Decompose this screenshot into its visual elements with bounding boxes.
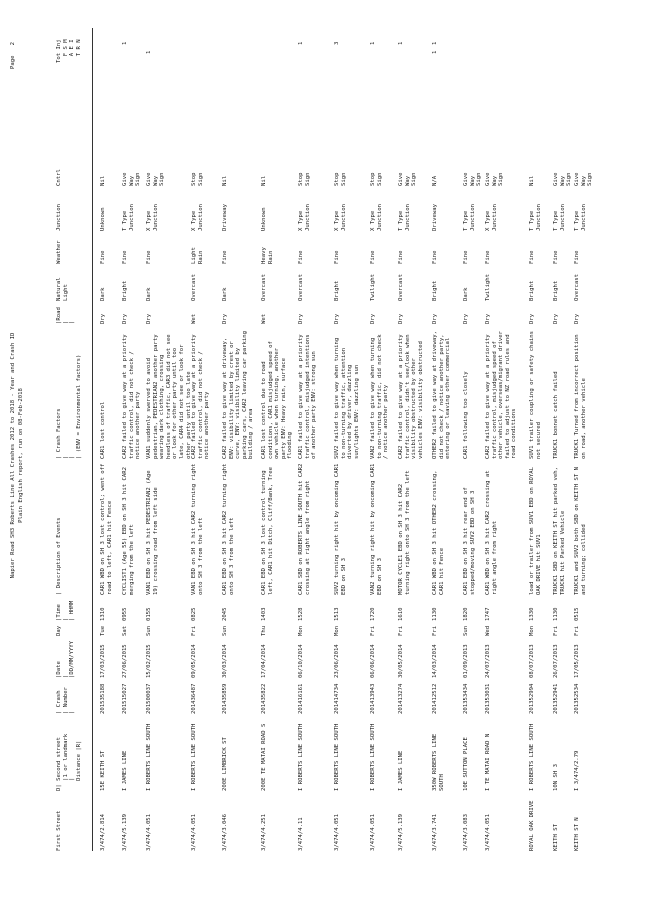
header-cntrl: Cntrl <box>56 169 62 186</box>
cell-crash-factors: CAR1 following too closely <box>463 371 469 459</box>
cell-junction: Unknown <box>100 207 106 231</box>
cell-natural-light: Bright <box>122 280 128 301</box>
report-title: Napier Road SH3 Roberts Line All Crashes 2012 to 2018 - Year and Crash ID <box>10 332 16 579</box>
cell-crash-factors: SUV1 trailer coupling or safety chains not secured <box>529 327 542 459</box>
cell-description: SUV2 turning right hit by oncoming CAR1 EBD on SH 3 <box>334 460 347 595</box>
cell-crash-factors: TRUCK1 Turned from incorrect position on road, another vehicle <box>574 331 587 459</box>
cell-cntrl: Nil <box>261 175 267 186</box>
cell-crash-number: 201416161 <box>298 683 304 714</box>
cell-first-street: 3/474/2.814 <box>100 813 106 851</box>
cell-weather: Fine <box>222 250 228 264</box>
header-time: |Time | | HHMM <box>56 600 76 621</box>
cell-second-street: I JAMES LINE <box>398 750 404 791</box>
cell-natural-light: Bright <box>334 280 340 301</box>
cell-road: Dry <box>553 313 559 324</box>
column-header <box>56 0 96 911</box>
report-subtitle: Plain English report, run on 08-Feb-2018 <box>18 388 24 523</box>
cell-description: CYCLIST1 (Age 55) EBD on SH 3 hit CAR2 merging from the left <box>122 463 135 595</box>
cell-junction: Driveway <box>222 204 228 231</box>
cell-second-street: I ROBERTS LINE SOUTH <box>529 723 535 791</box>
cell-time: 1610 <box>398 607 404 621</box>
cell-road: Dry <box>529 313 535 324</box>
cell-time: 1513 <box>334 607 340 621</box>
cell-day: Fri <box>553 625 559 636</box>
cell-description: CAR1 EBD on SH 3 lost control turning left, CAR1 hit Ditch, Cliff/Bank, Tree <box>261 467 274 595</box>
cell-cntrl: Stop Sign <box>370 169 383 186</box>
cell-crash-number: 201413943 <box>370 683 376 714</box>
cell-day: Sat <box>122 625 128 636</box>
cell-crash-number: 201352941 <box>553 683 559 714</box>
cell-date: 30/05/2014 <box>398 644 404 678</box>
cell-natural-light: Dark <box>463 287 469 301</box>
cell-road: Wet <box>191 313 197 324</box>
cell-natural-light: Twilight <box>370 274 376 301</box>
cell-second-street: I ROBERTS LINE SOUTH <box>146 723 152 791</box>
cell-cntrl: Give Way Sign <box>463 169 483 186</box>
cell-junction: T Type Junction <box>122 204 135 231</box>
cell-junction: T Type Junction <box>398 204 411 231</box>
cell-second-street: I ROBERTS LINE SOUTH <box>191 723 197 791</box>
header-date: |Date | |DD/MM/YYYY <box>56 640 76 678</box>
cell-first-street: KEITH ST <box>553 824 559 851</box>
header-tot-inj: Tot Inj F S M A E I T R N <box>56 39 82 63</box>
cell-first-street: 3/474/3.083 <box>463 813 469 851</box>
cell-day: Fri <box>432 625 438 636</box>
cell-injury-count: 1 <box>122 41 128 45</box>
cell-cntrl: Nil <box>529 175 535 186</box>
cell-description: TRUCK1 and SUV2 both SBD on KEITH ST N and turning; collided <box>574 463 587 595</box>
cell-cntrl: Give Way Sign <box>574 169 594 186</box>
cell-crash-number: 201352994 <box>529 683 535 714</box>
cell-natural-light: Overcast <box>298 274 304 301</box>
header-junction: Junction <box>56 204 62 231</box>
cell-crash-factors: CAR2 failed to give way at a priority traffic control, did not check / notice another party <box>191 331 211 459</box>
cell-crash-number: 201500037 <box>146 683 152 714</box>
cell-junction: Unknown <box>261 207 267 231</box>
cell-day: Sun <box>146 625 152 636</box>
cell-junction: X Type Junction <box>485 204 498 231</box>
cell-first-street: 3/474/4.051 <box>334 813 340 851</box>
cell-cntrl: Give Way Sign <box>485 169 505 186</box>
cell-day: Fri <box>574 625 580 636</box>
header-crash-number: | Crash | Number | <box>56 687 76 714</box>
cell-day: Fri <box>398 625 404 636</box>
cell-day: Mon <box>334 625 340 636</box>
header-weather: Weather <box>56 240 62 264</box>
cell-first-street: 3/474/3.741 <box>432 813 438 851</box>
cell-cntrl: Nil <box>222 175 228 186</box>
cell-date: 17/04/2014 <box>261 644 267 678</box>
cell-description: CAR1 EBD on SH 3 hit CAR2 turning right onto SH 3 from the left <box>222 460 235 595</box>
page-number: Page 2 <box>10 42 16 69</box>
cell-description: VAN2 turning right hit by oncoming CAR1 EBD on SH 3 <box>370 460 383 595</box>
cell-weather: Fine <box>398 250 404 264</box>
cell-crash-number: 201412512 <box>432 683 438 714</box>
cell-weather: Heavy Rain <box>261 243 274 264</box>
cell-second-street: 10N SH 3 <box>553 764 559 791</box>
cell-injury-count: 1 <box>370 41 376 45</box>
cell-time: 1820 <box>463 607 469 621</box>
cell-weather: Fine <box>574 250 580 264</box>
header-natural-light: Natural Light <box>56 277 69 301</box>
cell-crash-number: 201413274 <box>398 683 404 714</box>
cell-date: 15/02/2015 <box>146 644 152 678</box>
cell-junction: X Type Junction <box>370 204 383 231</box>
cell-time: 0515 <box>574 607 580 621</box>
cell-road: Dry <box>298 313 304 324</box>
cell-description: CAR1 WBD on SH 3 hit OTHER2 crossing, CAR1 hit Fence <box>432 467 445 595</box>
cell-time: 0825 <box>191 607 197 621</box>
cell-time: 1747 <box>485 607 491 621</box>
cell-road: Dry <box>574 313 580 324</box>
cell-junction: X Type Junction <box>334 204 347 231</box>
cell-road: Dry <box>432 313 438 324</box>
cell-day: Sun <box>463 625 469 636</box>
cell-road: Dry <box>485 313 491 324</box>
cell-second-street: 200E LIMBRICK ST <box>222 737 228 791</box>
cell-description: CAR1 EBD on SH 3 hit rear end of stopped/moving SUV2 EBD on SH 3 <box>463 483 476 595</box>
cell-first-street: 3/474/4.051 <box>146 813 152 851</box>
cell-road: Dry <box>122 313 128 324</box>
cell-weather: Fine <box>553 250 559 264</box>
cell-second-street: 200E TE MATAI ROAD S <box>261 723 267 791</box>
cell-crash-factors: VAN1 suddenly swerved to avoid pedestrian, PEDESTRIAN2 another party wearing dark clothing, crossing heedless of traffic, CAR3 did not see or look for other party until too late, CAR4 did not see or look for other party until too late <box>146 331 192 459</box>
cell-weather: Fine <box>122 250 128 264</box>
cell-time: 0955 <box>122 607 128 621</box>
cell-time: 1310 <box>100 607 106 621</box>
cell-road: Dry <box>146 313 152 324</box>
cell-first-street: 3/474/3.046 <box>222 813 228 851</box>
cell-crash-factors: CAR2 failed to give way at a priority traffic control, didn't see/look when visibility obstructed by other vehicles ENV: visibility obstructed <box>398 331 424 459</box>
cell-first-street: 3/474/4.251 <box>261 813 267 851</box>
cell-second-street: I ROBERTS LINE SOUTH <box>298 723 304 791</box>
cell-date: 08/07/2013 <box>529 644 535 678</box>
cell-date: 09/05/2014 <box>191 644 197 678</box>
cell-natural-light: Bright <box>432 280 438 301</box>
cell-road: Wet <box>261 313 267 324</box>
cell-description: TRUCK1 SBD on KEITH ST hit parked veh, TRUCK1 hit Parked Vehicle <box>553 463 566 595</box>
cell-cntrl: Give Way Sign <box>146 169 166 186</box>
cell-time: 1130 <box>432 607 438 621</box>
cell-day: Thu <box>261 625 267 636</box>
header-rule <box>92 28 93 851</box>
cell-date: 24/07/2013 <box>485 644 491 678</box>
cell-crash-number: 201353434 <box>463 683 469 714</box>
cell-natural-light: Overcast <box>398 274 404 301</box>
cell-weather: Fine <box>100 250 106 264</box>
cell-second-street: 10E SUTTON PLACE <box>463 737 469 791</box>
cell-junction: X Type Junction <box>191 204 204 231</box>
cell-road: Dry <box>334 313 340 324</box>
cell-date: 01/09/2013 <box>463 644 469 678</box>
cell-time: 1130 <box>553 607 559 621</box>
cell-crash-number: 201515027 <box>122 683 128 714</box>
cell-description: CAR1 WBD on SH 3 lost control; went off road to left, CAR1 hit Fence <box>100 460 113 595</box>
cell-first-street: 3/474/5.139 <box>398 813 404 851</box>
cell-time: 1403 <box>261 607 267 621</box>
header-road: |Road | | <box>56 307 76 324</box>
header-description: | Description of Events <box>56 517 62 595</box>
header-second-street: D| Second street |1 or landmark | Distance |R| <box>56 733 82 791</box>
header-day: Day <box>56 625 62 636</box>
cell-date: 06/10/2014 <box>298 644 304 678</box>
cell-junction: X Type Junction <box>298 204 311 231</box>
cell-crash-number: 201353031 <box>485 683 491 714</box>
cell-road: Dry <box>100 313 106 324</box>
cell-cntrl: Stop Sign <box>191 169 204 186</box>
cell-natural-light: Overcast <box>574 274 580 301</box>
cell-date: 17/05/2013 <box>574 644 580 678</box>
cell-junction: Driveway <box>432 204 438 231</box>
cell-cntrl: Give Way Sign <box>553 169 573 186</box>
cell-crash-factors: SUV2 failed to give way when turning to non-turning traffic, attention diverted by driver, dazzling sun/lights ENV: dazzling sun <box>334 334 360 459</box>
cell-cntrl: N/A <box>432 175 438 186</box>
cell-natural-light: Dark <box>146 287 152 301</box>
cell-crash-factors: VAN2 failed to give way when turning to non-turning traffic, did not check / notice another party <box>370 331 390 459</box>
cell-time: 1330 <box>529 607 535 621</box>
cell-cntrl: Give Way Sign <box>122 169 142 186</box>
cell-day: Sun <box>222 625 228 636</box>
cell-crash-factors: CAR1 lost control <box>100 401 106 459</box>
cell-first-street: ROYAL OAK DRIVE <box>529 800 535 851</box>
cell-crash-factors: CAR1 failed to give way at a priority traffic control, misjudged intentions of another party ENV: strong sun <box>298 331 318 459</box>
cell-crash-factors: CAR1 lost control due to road conditions, CAR1 misjudged speed of own vehicle when turning, another party ENV: Heavy rain, surface flooding <box>261 337 294 459</box>
cell-natural-light: Twilight <box>485 274 491 301</box>
cell-injury-count: 1 <box>146 50 152 54</box>
cell-injury-count: 1 <box>398 41 404 45</box>
cell-second-street: I 3/474/2.79 <box>574 750 580 791</box>
cell-injury-count: 3 <box>334 41 340 45</box>
cell-day: Mon <box>529 625 535 636</box>
cell-time: 1720 <box>370 607 376 621</box>
cell-weather: Fine <box>432 250 438 264</box>
cell-natural-light: Overcast <box>191 274 197 301</box>
cell-crash-factors: CAR2 failed to give way at driveway, ENV: visibility limited by crest or curve, ENV: visibility limited by parking cars, CAR2 leaving car parking building / area <box>222 327 255 459</box>
cell-first-street: 3/474/4.051 <box>191 813 197 851</box>
cell-injury-count: 1 <box>298 41 304 45</box>
cell-road: Dry <box>222 313 228 324</box>
cell-time: 1528 <box>298 607 304 621</box>
cell-junction: T Type Junction <box>553 204 566 231</box>
cell-time: 2045 <box>222 607 228 621</box>
cell-cntrl: Nil <box>100 175 106 186</box>
cell-date: 30/03/2014 <box>222 644 228 678</box>
cell-weather: Fine <box>298 250 304 264</box>
cell-second-street: 350W ROBERTS LINE SOUTH <box>432 730 445 791</box>
cell-day: Mon <box>298 625 304 636</box>
cell-weather: Fine <box>334 250 340 264</box>
header-first-street: First Street <box>56 810 62 851</box>
cell-cntrl: Stop Sign <box>334 169 347 186</box>
cell-crash-factors: CAR2 failed to give way at a priority traffic control, did not check / notice another party <box>122 331 142 459</box>
cell-first-street: 3/474/4.11 <box>298 817 304 851</box>
cell-junction: X Type Junction <box>146 204 159 231</box>
cell-weather: Fine <box>146 250 152 264</box>
cell-date: 23/06/2014 <box>334 644 340 678</box>
cell-crash-number: 201435822 <box>261 683 267 714</box>
cell-crash-number: 201436487 <box>191 683 197 714</box>
cell-junction: T Type Junction <box>463 204 476 231</box>
cell-weather: Fine <box>370 250 376 264</box>
cell-day: Tue <box>100 625 106 636</box>
cell-second-street: I ROBERTS LINE SOUTH <box>370 723 376 791</box>
cell-second-street: 15E KEITH ST <box>100 750 106 791</box>
cell-description: VAN1 EBD on SH 3 hit CAR2 turning right onto SH 3 from the left <box>191 460 204 595</box>
cell-day: Fri <box>370 625 376 636</box>
cell-natural-light: Dark <box>222 287 228 301</box>
cell-date: 26/07/2013 <box>553 644 559 678</box>
cell-day: Fri <box>191 625 197 636</box>
cell-description: CAR1 SBD on ROBERTS LINE SOUTH hit CAR2 crossing at right angle from right <box>298 460 311 595</box>
cell-injury-count: 1 <box>432 41 438 45</box>
cell-date: 06/06/2014 <box>370 644 376 678</box>
cell-second-street: I TE MATAI ROAD N <box>485 733 491 791</box>
cell-first-street: 3/474/4.051 <box>370 813 376 851</box>
cell-second-street: I JAMES LINE <box>122 750 128 791</box>
cell-natural-light: Bright <box>529 280 535 301</box>
cell-natural-light: Bright <box>553 280 559 301</box>
cell-natural-light: Dark <box>100 287 106 301</box>
cell-crash-number: 201535188 <box>100 683 106 714</box>
cell-weather: Light Rain <box>191 243 204 264</box>
cell-junction: T Type Junction <box>574 204 587 231</box>
cell-natural-light: Overcast <box>261 274 267 301</box>
cell-crash-number: 201352534 <box>574 683 580 714</box>
cell-description: CAR1 WBD on SH 3 hit CAR2 crossing at right angle from right <box>485 467 498 595</box>
cell-injury-count: 1 <box>432 50 438 54</box>
cell-cntrl: Stop Sign <box>298 169 311 186</box>
cell-date: 14/03/2014 <box>432 644 438 678</box>
cell-date: 27/06/2015 <box>122 644 128 678</box>
cell-cntrl: Give Way Sign <box>398 169 418 186</box>
cell-first-street: 3/474/5.139 <box>122 813 128 851</box>
cell-crash-number: 201435859 <box>222 683 228 714</box>
cell-road: Dry <box>370 313 376 324</box>
cell-first-street: KEITH ST N <box>574 817 580 851</box>
cell-crash-number: 201414734 <box>334 683 340 714</box>
cell-road: Dry <box>463 313 469 324</box>
cell-second-street: I ROBERTS LINE SOUTH <box>334 723 340 791</box>
cell-crash-factors: CAR2 failed to give way at a priority traffic control, misjudged speed of other vehicle, overseas/migrant driver failed to adjust to NZ road rules and road conditions <box>485 327 518 459</box>
cell-description: VAN1 EBD on SH 3 hit PEDESTRIAN2 (Age 19) crossing road from left side <box>146 467 159 595</box>
cell-date: 17/03/2015 <box>100 644 106 678</box>
cell-weather: Fine <box>485 250 491 264</box>
cell-description: MOTOR CYCLE1 EBD on SH 3 hit CAR2 turning right onto SH 3 from the left <box>398 470 411 595</box>
cell-junction: T Type Junction <box>529 204 542 231</box>
cell-description: load or trailer from SUV1 EBD on ROYAL OAK DRIVE hit SUV1 <box>529 463 542 595</box>
cell-crash-factors: TRUCK1 bonnet catch failed <box>553 371 559 459</box>
header-crash-factors: | Crash Factors | | | (ENV = Environmental factors) <box>56 354 82 459</box>
cell-weather: Fine <box>529 250 535 264</box>
cell-weather: Fine <box>463 250 469 264</box>
cell-time: 0155 <box>146 607 152 621</box>
cell-crash-factors: OTHER2 failed to give way at driveway, did not check / notice another party, entering or leaving other commercial <box>432 327 452 459</box>
cell-day: Wed <box>485 625 491 636</box>
cell-first-street: 3/474/4.051 <box>485 813 491 851</box>
cell-road: Dry <box>398 313 404 324</box>
